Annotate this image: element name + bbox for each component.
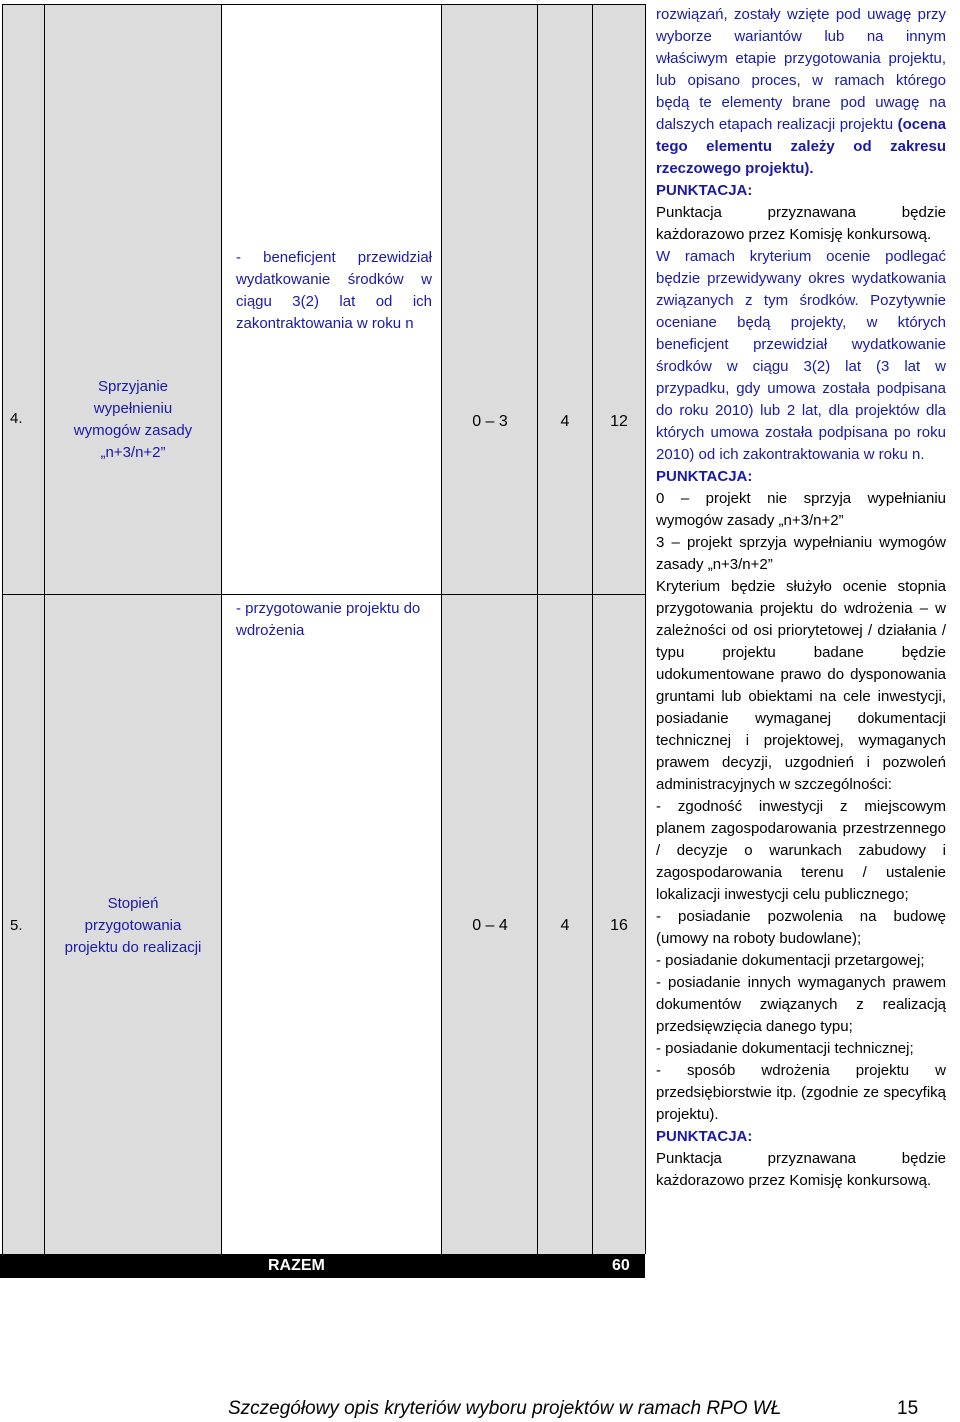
- row-4-description-top: rozwiązań, zostały wzięte pod uwagę przy wyborze wariantów lub na innym właściwym etapie przygotowania projektu, lub opisano proces, w ramach którego będą te elementy brane pod uwagę na dalszych etapach realizacji projektu: [656, 6, 946, 133]
- requirement-item-1: - zgodność inwestycji z miejscowym planem zagospodarowania przestrzennego / decyzje o warunkach zabudowy i zagospodarowania terenu / ustalenie lokalizacji inwestycji celu publicznego;: [656, 798, 946, 903]
- table-border-number: [44, 4, 45, 1254]
- requirement-item-2: - posiadanie pozwolenia na budowę (umowy na roboty budowlane);: [656, 908, 946, 947]
- page-number: 15: [897, 1398, 919, 1419]
- max-column-bg: [593, 4, 645, 1254]
- table-top-border: [2, 4, 646, 5]
- row-4-score-range: 0 – 3: [472, 413, 508, 430]
- criterion-column-bg: [45, 4, 221, 1254]
- row-4-description-top-bold: (ocena tego elementu zależy od zakresu rzeczowego projektu).: [656, 116, 946, 177]
- table-border-range: [537, 4, 538, 1254]
- requirement-item-3: - posiadanie dokumentacji przetargowej;: [656, 952, 925, 969]
- footer-text: Szczegółowy opis kryteriów wyboru projektów w ramach RPO WŁ: [228, 1398, 782, 1419]
- row-4-criterion: Sprzyjanie wypełnieniu wymogów zasady „n+3/n+2”: [73, 378, 193, 461]
- punktacja-label-1: PUNKTACJA:: [656, 182, 753, 199]
- row-5-max: 16: [610, 917, 628, 934]
- table-border-sub: [441, 4, 442, 1254]
- total-row: [0, 1254, 645, 1278]
- score-3-description: 3 – projekt sprzyja wypełnianiu wymogów zasady „n+3/n+2”: [656, 534, 946, 573]
- row-separator-4-5: [2, 594, 646, 595]
- requirement-item-5: - posiadanie dokumentacji technicznej;: [656, 1040, 914, 1057]
- table-border-criterion: [221, 4, 222, 1254]
- row-4-sub-criterion: - beneficjent przewidział wydatkowanie środków w ciągu 3(2) lat od ich zakontraktowania w roku n: [236, 249, 432, 332]
- row-5-sub-criterion: - przygotowanie projektu do wdrożenia: [236, 600, 421, 639]
- number-column-bg: [2, 4, 44, 1254]
- row-5-weight: 4: [560, 917, 570, 934]
- description-column: [656, 4, 946, 1192]
- weight-column-bg: [538, 4, 592, 1254]
- row-4-number: 4.: [10, 410, 23, 427]
- row-5-description: Kryterium będzie służyło ocenie stopnia przygotowania projektu do wdrożenia – w zależności od osi priorytetowej / działania / typu projektu badane będzie udokumentowane prawo do dysponowania gruntami lub obiektami na cele inwestycji, posiadanie wymaganej dokumentacji technicznej i projektowej, wymaganych prawem decyzji, uzgodnień i pozwoleń administracyjnych w szczególności:: [656, 578, 946, 793]
- row-5-criterion: Stopień przygotowania projektu do realizacji: [64, 895, 202, 956]
- requirement-item-4: - posiadanie innych wymaganych prawem dokumentów związanych z realizacją przedsięwzięcia danego typu;: [656, 974, 946, 1035]
- punktacja-text-3: Punktacja przyznawana będzie każdorazowo przez Komisję konkursową.: [656, 1150, 946, 1189]
- score-0-description: 0 – projekt nie sprzyja wypełnianiu wymogów zasady „n+3/n+2”: [656, 490, 946, 529]
- table-border-right: [645, 4, 646, 1254]
- table-border-left: [2, 4, 3, 1254]
- requirement-item-6: - sposób wdrożenia projektu w przedsiębiorstwie itp. (zgodnie ze specyfiką projektu).: [656, 1062, 946, 1123]
- row-4-weight: 4: [560, 413, 570, 430]
- row-5-score-range: 0 – 4: [472, 917, 508, 934]
- punktacja-text-1: Punktacja przyznawana będzie każdorazowo przez Komisję konkursową.: [656, 204, 946, 243]
- score-range-column-bg: [441, 4, 537, 1254]
- total-label: RAZEM: [268, 1257, 325, 1274]
- total-value: 60: [612, 1257, 630, 1274]
- table-border-weight: [592, 4, 593, 1254]
- row-5-number: 5.: [10, 917, 23, 934]
- row-4-max: 12: [610, 413, 628, 430]
- punktacja-label-2: PUNKTACJA:: [656, 468, 753, 485]
- punktacja-label-3: PUNKTACJA:: [656, 1128, 753, 1145]
- row-4-description: W ramach kryterium ocenie podlegać będzie przewidywany okres wydatkowania związanych z tym środków. Pozytywnie oceniane będą projekty, w których beneficjent przewidział wydatkowanie środków w ciągu 3(2) lat (3 lat w przypadku, gdy umowa została podpisana do roku 2010) lub 2 lat, dla projektów dla których umowa została podpisana po roku 2010) od ich zakontraktowania w roku n.: [656, 248, 946, 463]
